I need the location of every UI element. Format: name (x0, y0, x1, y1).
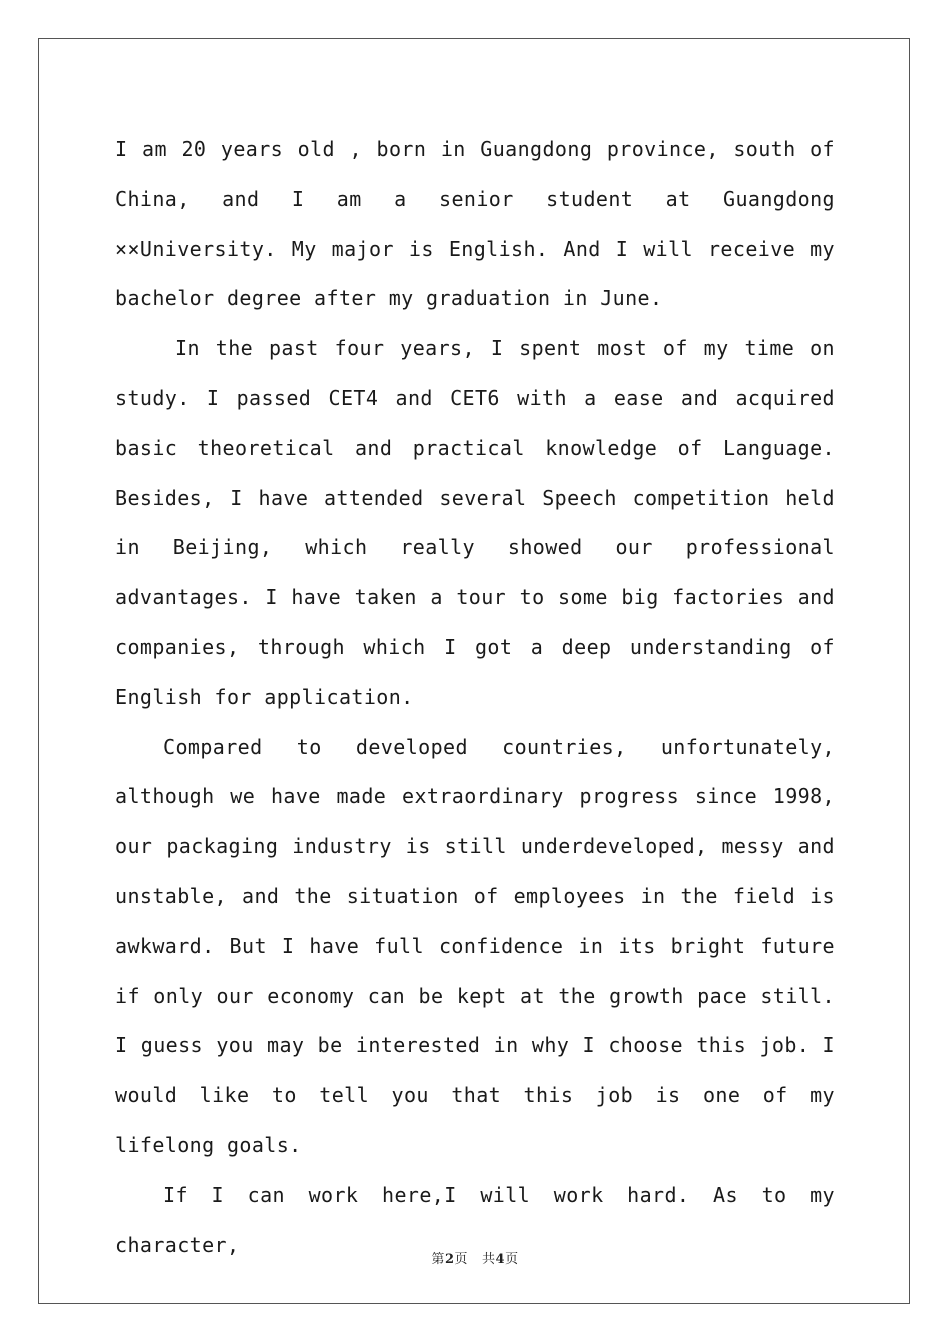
paragraph-industry: Compared to developed countries, unfortunately, although we have made extraordinary progress since 1998, our packaging industry is still underdeveloped, messy and unstable, and the situation of employees in the field is awkward. But I have full confidence in its bright future if only our economy can be kept at the growth pace still. I guess you may be interested in why I choose this job. I would like to tell you that this job is one of my lifelong goals. (115, 734, 835, 1157)
paragraph-intro: I am 20 years old , born in Guangdong province, south of China, and I am a senior student at Guangdong ××University. My major is English. And I will receive my bachelor degree after my graduation in June. (115, 137, 835, 311)
page-footer (0, 1248, 950, 1267)
page-number: 第2页 (431, 1252, 468, 1267)
page-total: 共4页 (482, 1252, 519, 1267)
paragraph-character: If I can work here,I will work hard. As to my character, (115, 1182, 835, 1257)
document-body (115, 125, 835, 1270)
paragraph-study: In the past four years, I spent most of my time on study. I passed CET4 and CET6 with a ease and acquired basic theoretical and practical knowledge of Language. Besides, I have attended several Speech competition held in Beijing, which really showed our professional advantages. I have taken a tour to some big factories and companies, through which I got a deep understanding of English for application. (115, 336, 835, 709)
